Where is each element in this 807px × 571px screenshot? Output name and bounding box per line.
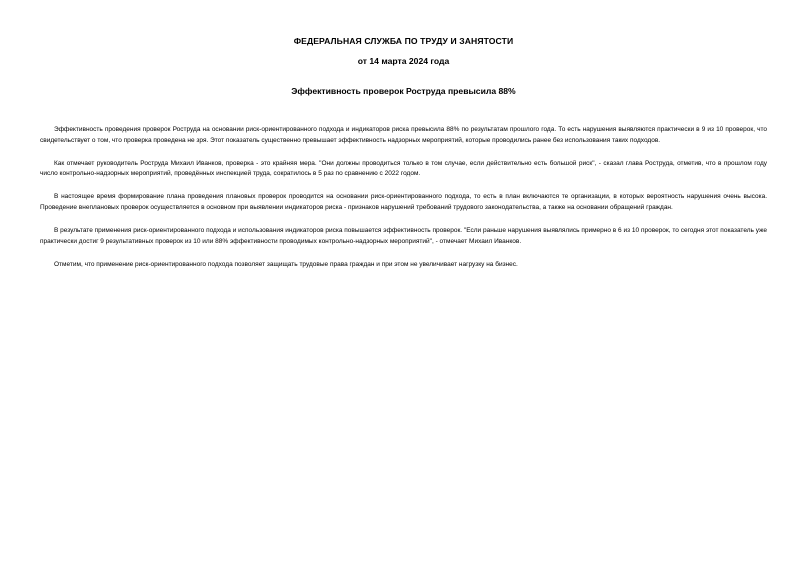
paragraph-2: Как отмечает руководитель Роструда Михаил Иванков, проверка - это крайняя мера. "Они должны проводиться только в том случае, если действительно есть большой риск", - сказал глава Роструда, отметив, что в прошлом году число контрольно-надзорных мероприятий, проведённых инспекцией труда, сократилось в 5 раз по сравнению с 2022 годом.: [40, 159, 767, 178]
paragraph-3: В настоящее время формирование плана проведения плановых проверок проводится на основании риск-ориентированного подхода, то есть в план включаются те организации, в которых вероятность нарушения очень высока. Проведение внеплановых проверок осуществляется в основном при выявлении индикаторов риска - признаков нарушений требований трудового законодательства, а также на основании обращений граждан.: [40, 193, 767, 211]
paragraph-1: Эффективность проведения проверок Роструда на основании риск-ориентированного подхода и индикаторов риска превысила 88% по результатам прошлого года. То есть нарушения выявляются практически в 9 из 10 проверок, что свидетельствует о том, что проверка проведена не зря. Этот показатель существенно превышает эффективность надзорных мероприятий, которые проводились ранее без использования таких подходов.: [40, 126, 767, 144]
paragraph-4: В результате применения риск-ориентированного подхода и использования индикаторов риска повышается эффективность проверок. "Если раньше нарушения выявлялись примерно в 6 из 10 проверок, то сегодня этот показатель уже практически достиг 9 результативных проверок из 10 или 88% эффективности проводимых контрольно-надзорных мероприятий", - отмечает Михаил Иванков.: [40, 227, 767, 245]
paragraph-5: Отметим, что применение риск-ориентированного подхода позволяет защищать трудовые права граждан и при этом не увеличивает нагрузку на бизнес.: [54, 260, 518, 268]
document-body: [40, 125, 767, 283]
document-date: от 14 марта 2024 года: [357, 56, 450, 66]
document-title: Эффективность проверок Роструда превысила 88%: [291, 86, 516, 96]
agency-name: ФЕДЕРАЛЬНАЯ СЛУЖБА ПО ТРУДУ И ЗАНЯТОСТИ: [293, 36, 514, 46]
